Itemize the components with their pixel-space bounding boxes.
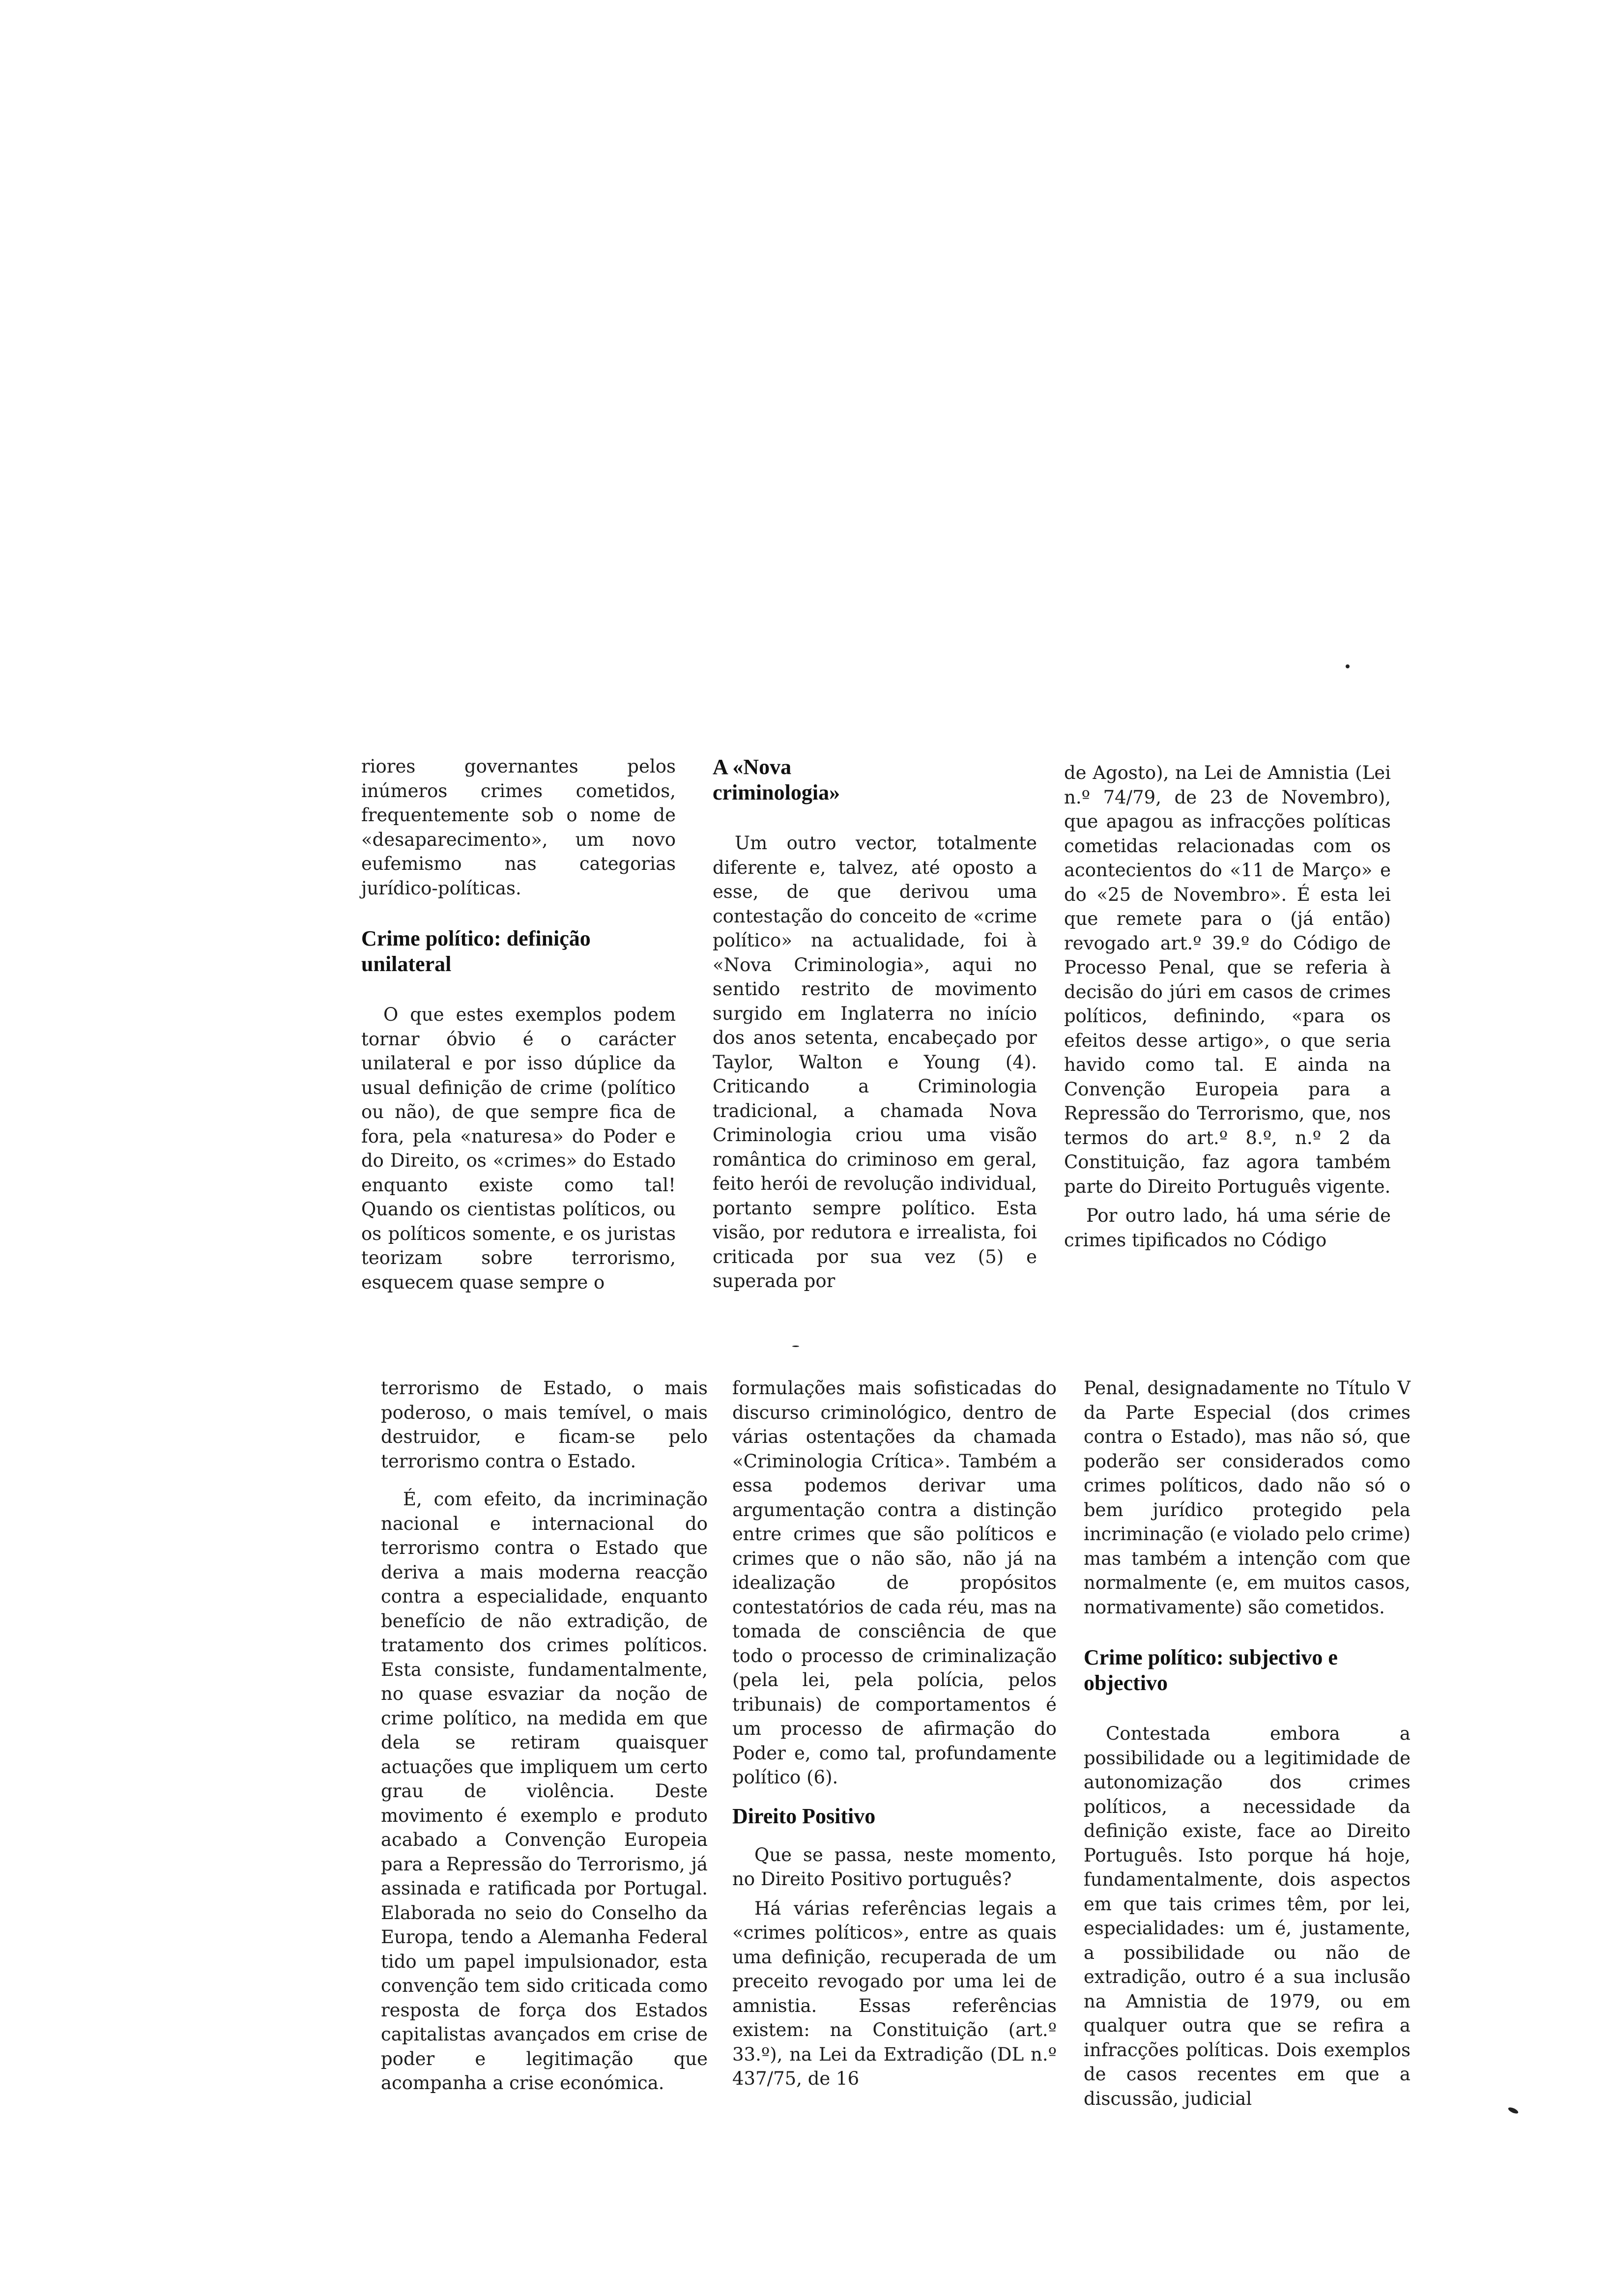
scan-speck [1507,2106,1519,2115]
paragraph: Um outro vector, totalmente diferente e, talvez, até oposto a esse, de que derivou uma contestação do conceito de «crime político» na actualidade, foi à «Nova Criminologia», aqui no sentido restrito de movimento surgido em Inglaterra no início dos anos setenta, encabeçado por Taylor, Walton e Young (4). Criticando a Criminologia tradicional, a chamada Nova Criminologia criou uma visão romântica do criminoso em geral, feito herói de revolução individual, portanto sempre político. Esta visão, por redutora e irrealista, foi criticada por sua vez (5) e superada por [713,832,1037,1292]
paragraph: Penal, designadamente no Título V da Parte Especial (dos crimes contra o Estado), mas não só, que poderão ser considerados como crimes políticos, dado não só o bem jurídico protegido pela incriminação (e violado pelo crime) mas também a intenção com que normalmente (e, em muitos casos, normativamente) são cometidos. [1084,1378,1410,1618]
paragraph: riores governantes pelos inúmeros crimes cometidos, frequentemente sob o nome de «desaparecimento», um novo eufemismo nas categorias jurídico-políticas. [361,756,676,899]
section-heading: Crime político: subjectivo e objectivo [1084,1645,1338,1695]
paragraph: Que se passa, neste momento, no Direito Positivo português? [732,1844,1057,1890]
upper-column-2 [713,754,1037,1293]
paragraph: Há várias referências legais a «crimes políticos», entre as quais uma definição, recuperada de um preceito revogado por uma lei de amnistia. Essas referências existem: na Constituição (art.º 33.º), na Lei da Extradição (DL n.º 437/75, de 16 [732,1897,1057,2089]
lower-column-3 [1084,1376,1410,2111]
paragraph: formulações mais sofisticadas do discurso criminológico, dentro de várias ostentações da chamada «Criminologia Crítica». Também a essa podemos derivar uma argumentação contra a distinção entre crimes que são políticos e crimes que o não são, não já na idealização de propósitos contestatórios de cada réu, mas na tomada de consciência de que todo o processo de criminalização (pela lei, pela polícia, pelos tribunais) de comportamentos é um processo de afirmação do Poder e, como tal, profundamente político (6). [732,1378,1057,1788]
lower-column-1 [381,1376,708,2095]
paragraph: É, com efeito, da incriminação nacional e internacional do terrorismo contra o Estado que deriva a mais moderna reacção contra a especialidade, enquanto benefício de não extradição, de tratamento dos crimes políticos. Esta consiste, fundamentalmente, no quase esvaziar da noção de crime político, na medida em que dela se retiram quaisquer actuações que impliquem um certo grau de violência. Deste movimento é exemplo e produto acabado a Convenção Europeia para a Repressão do Terrorismo, já assinada e ratificada por Portugal. Elaborada no seio do Conselho da Europa, tendo a Alemanha Federal tido um papel impulsionador, esta convenção tem sido criticada como resposta de força dos Estados capitalistas avançados em crise de poder e legitimação que acompanha a crise económica. [381,1489,708,2094]
section-heading: A «Nova criminologia» [713,755,840,804]
paragraph: O que estes exemplos podem tornar óbvio é o carácter unilateral e por isso dúplice da usual definição de crime (político ou não), de que sempre fica de fora, pela «naturesa» do Poder e do Direito, os «crimes» do Estado enquanto existe como tal! Quando os cientistas políticos, ou os políticos somente, e os juristas teorizam sobre terrorismo, esquecem quase sempre o [361,1004,676,1293]
scan-speck [792,1346,799,1347]
upper-column-3 [1064,761,1391,1252]
section-heading: Direito Positivo [732,1804,876,1828]
section-heading: Crime político: definição unilateral [361,926,591,976]
upper-column-1 [361,754,676,1294]
scan-speck [1346,664,1350,668]
paragraph: Por outro lado, há uma série de crimes tipificados no Código [1064,1205,1391,1251]
paragraph: Contestada embora a possibilidade ou a legitimidade de autonomização dos crimes políticos, a necessidade da definição existe, face ao Direito Português. Isto porque há hoje, fundamentalmente, dois aspectos em que tais crimes têm, por lei, especialidades: um é, justamente, a possibilidade ou não de extradição, outro é a sua inclusão na Amnistia de 1979, ou em qualquer outra que se refira a infracções políticas. Dois exemplos de casos recentes em que a discussão, judicial [1084,1723,1410,2109]
paragraph: de Agosto), na Lei de Amnistia (Lei n.º 74/79, de 23 de Novembro), que apagou as infracções políticas cometidas relacionadas com os acontecientos do «11 de Março» e do «25 de Novembro». É esta lei que remete para o (já então) revogado art.º 39.º do Código de Processo Penal, que se referia à decisão do júri em casos de crimes políticos, definindo, «para os efeitos desse artigo», o que seria havido como tal. E ainda na Convenção Europeia para a Repressão do Terrorismo, que, nos termos do art.º 8.º, n.º 2 da Constituição, faz agora também parte do Direito Português vigente. [1064,762,1391,1197]
lower-column-2 [732,1376,1057,2091]
paragraph: terrorismo de Estado, o mais poderoso, o mais temível, o mais destruidor, e ficam-se pelo terrorismo contra o Estado. [381,1378,708,1472]
